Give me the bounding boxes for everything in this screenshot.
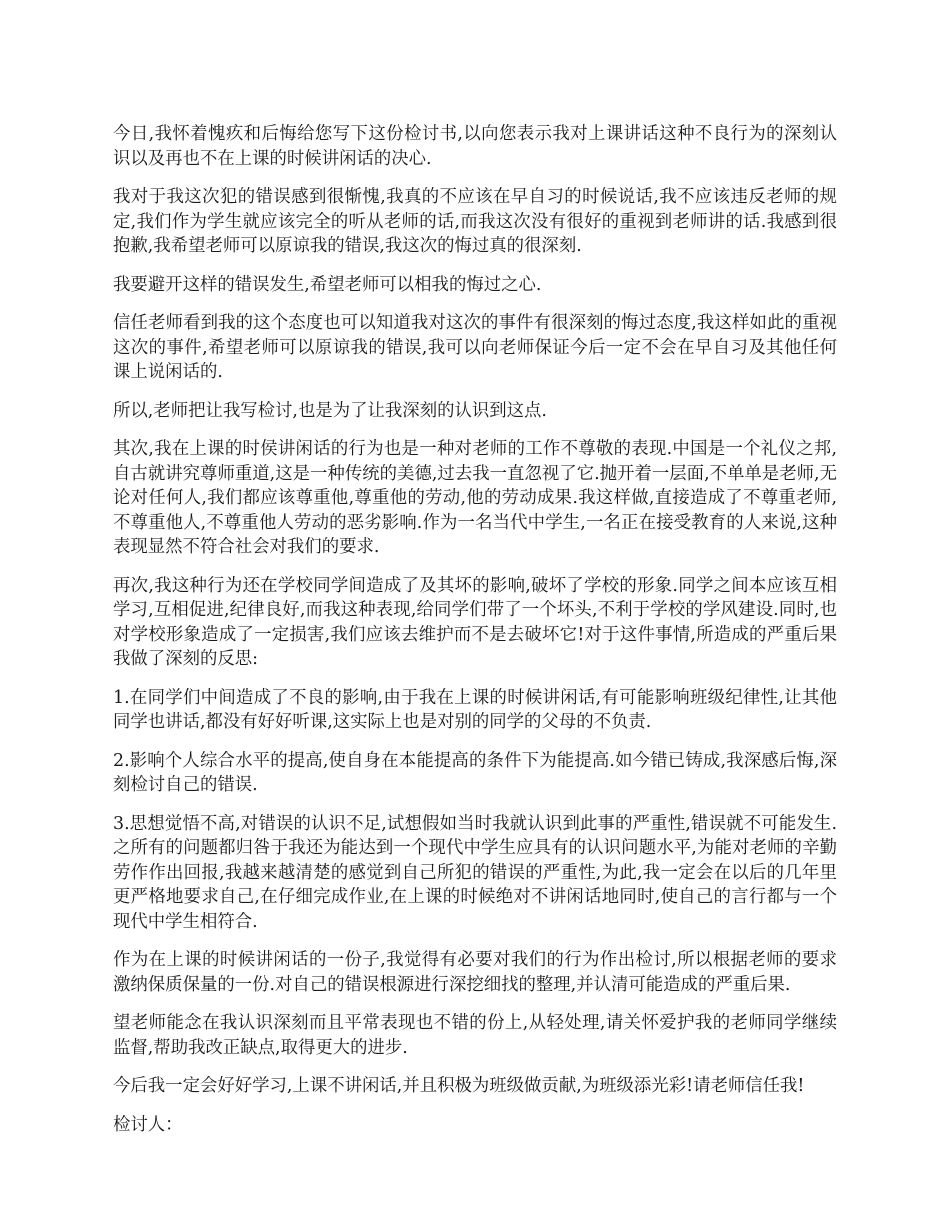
list-item-3: 3.思想觉悟不高,对错误的认识不足,试想假如当时我就认识到此事的严重性,错误就不可能发生.之所有的问题都归咎于我还为能达到一个现代中学生应具有的认识问题水平,为能对老师的辛勤劳作作出回报,我越来越清楚的感觉到自己所犯的错误的严重性,为此,我一定会在以后的几年里更严格地要求自己,在仔细完成作业,在上课的时候绝对不讲闲话地同时,使自己的言行都与一个现代中学生相符合. [113,813,837,932]
signature-label: 检讨人： [113,1114,183,1135]
paragraph-5: 所以,老师把让我写检讨,也是为了让我深刻的认识到这点. [113,400,547,421]
paragraph-10: 今后我一定会好好学习,上课不讲闲话,并且积极为班级做贡献,为班级添光彩!请老师信任我! [113,1076,805,1096]
paragraph-4: 信任老师看到我的这个态度也可以知道我对这次的事件有很深刻的悔过态度,我这样如此的重视这次的事件,希望老师可以原谅我的错误,我可以向老师保证今后一定不会在早自习及其他任何课上说闲话的. [113,313,837,382]
paragraph-9: 望老师能念在我认识深刻而且平常表现也不错的份上,从轻处理,请关怀爱护我的老师同学继续监督,帮助我改正缺点,取得更大的进步. [113,1013,837,1058]
list-item-2: 2.影响个人综合水平的提高,使自身在本能提高的条件下为能提高.如今错已铸成,我深感后悔,深刻检讨自己的错误. [113,750,837,795]
paragraph-7: 再次,我这种行为还在学校同学间造成了及其坏的影响,破坏了学校的形象.同学之间本应该互相学习,互相促进,纪律良好,而我这种表现,给同学们带了一个坏头,不利于学校的学风建设.同时,也对学校形象造成了一定损害,我们应该去维护而不是去破坏它!对于这件事情,所造成的严重后果我做了深刻的反思: [113,575,837,669]
paragraph-3: 我要避开这样的错误发生,希望老师可以相我的悔过之心. [113,274,542,295]
paragraph-6: 其次,我在上课的时侯讲闲话的行为也是一种对老师的工作不尊敬的表现.中国是一个礼仪之邦,自古就讲究尊师重道,这是一种传统的美德,过去我一直忽视了它.抛开着一层面,不单单是老师,无论对任何人,我们都应该尊重他,尊重他的劳动,他的劳动成果.我这样做,直接造成了不尊重老师,不尊重他人,不尊重他人劳动的恶劣影响.作为一名当代中学生,一名正在接受教育的人来说,这种表现显然不符合社会对我们的要求. [113,439,837,557]
list-item-1: 1.在同学们中间造成了不良的影响,由于我在上课的时候讲闲话,有可能影响班级纪律性,让其他同学也讲话,都没有好好听课,这实际上也是对别的同学的父母的不负责. [113,687,837,732]
paragraph-8: 作为在上课的时候讲闲话的一份子,我觉得有必要对我们的行为作出检讨,所以根据老师的要求激纳保质保量的一份.对自己的错误根源进行深挖细找的整理,并认清可能造成的严重后果. [113,950,837,995]
paragraph-1: 今日,我怀着愧疚和后悔给您写下这份检讨书,以向您表示我对上课讲话这种不良行为的深刻认识以及再也不在上课的时候讲闲话的决心. [113,124,837,169]
paragraph-2: 我对于我这次犯的错误感到很惭愧,我真的不应该在早自习的时候说话,我不应该违反老师的规定,我们作为学生就应该完全的听从老师的话,而我这次没有很好的重视到老师讲的话.我感到很抱歉,我希望老师可以原谅我的错误,我这次的悔过真的很深刻. [113,187,837,256]
